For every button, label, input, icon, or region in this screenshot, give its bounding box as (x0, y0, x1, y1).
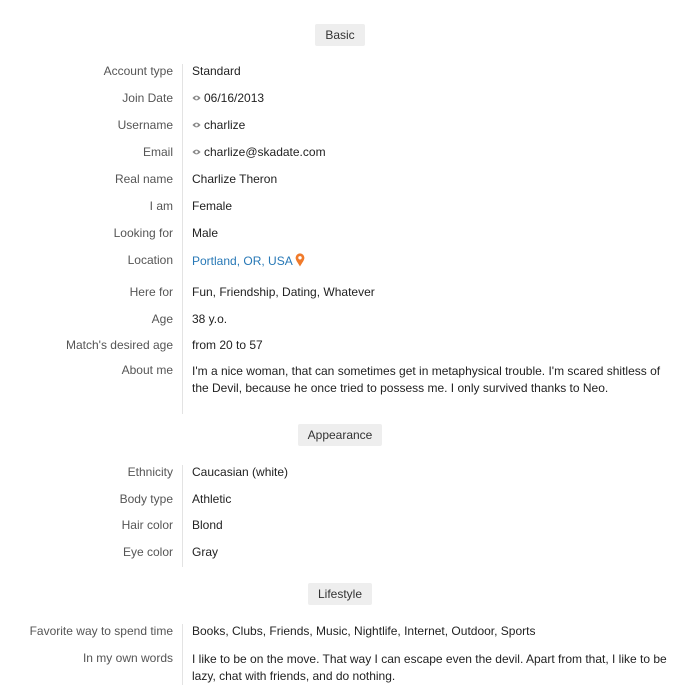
field-row-looking-for (0, 226, 680, 253)
location-link[interactable]: Portland, OR, USA (192, 254, 293, 268)
section-header-lifestyle (0, 567, 680, 605)
field-row-here-for (0, 285, 680, 312)
field-row-favorite-way (0, 624, 680, 651)
field-value-real-name: Charlize Theron (192, 172, 278, 186)
field-row-username (0, 118, 680, 145)
field-value-eye-color: Gray (192, 545, 219, 559)
field-row-location (0, 253, 680, 285)
field-label: Username (0, 118, 183, 145)
field-label: Here for (0, 285, 183, 312)
appearance-fields (0, 465, 680, 567)
field-label: Looking for (0, 226, 183, 253)
field-label: Location (0, 253, 183, 285)
field-label: Body type (0, 492, 183, 518)
section-header-basic (0, 0, 680, 46)
field-value-looking-for: Male (192, 226, 219, 240)
field-value-username: charlize (204, 118, 246, 132)
field-row-about-me (0, 363, 680, 414)
field-value-here-for: Fun, Friendship, Dating, Whatever (192, 285, 375, 299)
section-header-appearance (0, 414, 680, 446)
field-value-desired-age: from 20 to 57 (192, 338, 263, 352)
field-value-account-type: Standard (192, 64, 241, 78)
field-row-email (0, 145, 680, 172)
field-label: Hair color (0, 518, 183, 545)
eye-icon (192, 148, 201, 156)
field-row-hair-color (0, 518, 680, 545)
field-value-join-date: 06/16/2013 (204, 91, 265, 105)
field-value-own-words: I like to be on the move. That way I can escape even the devil. Apart from that, I like to be lazy, chat with friends, and do nothing. (192, 652, 667, 683)
field-value-favorite-way: Books, Clubs, Friends, Music, Nightlife, Internet, Outdoor, Sports (192, 624, 536, 638)
field-label: Account type (0, 64, 183, 91)
field-row-eye-color (0, 545, 680, 567)
lifestyle-fields (0, 624, 680, 685)
field-row-join-date (0, 91, 680, 118)
eye-icon (192, 94, 201, 102)
field-label: Match's desired age (0, 338, 183, 363)
field-value-about-me: I'm a nice woman, that can sometimes get in metaphysical trouble. I'm scared shitless of the Devil, because he once tried to possess me. I only survived thanks to Neo. (192, 364, 661, 395)
field-row-account-type (0, 64, 680, 91)
basic-fields (0, 64, 680, 414)
eye-icon (192, 121, 201, 129)
field-label: Favorite way to spend time (0, 624, 183, 651)
field-row-desired-age (0, 338, 680, 363)
field-value-email: charlize@skadate.com (204, 145, 326, 159)
field-label: In my own words (0, 651, 183, 685)
field-row-real-name (0, 172, 680, 199)
field-label: Age (0, 312, 183, 338)
field-value-hair-color: Blond (192, 518, 223, 532)
field-row-age (0, 312, 680, 338)
field-row-i-am (0, 199, 680, 226)
field-label: Real name (0, 172, 183, 199)
field-value-body-type: Athletic (192, 492, 232, 506)
field-row-ethnicity (0, 465, 680, 492)
map-pin-icon[interactable] (295, 253, 305, 267)
field-value-age: 38 y.o. (192, 312, 228, 326)
field-value-ethnicity: Caucasian (white) (192, 465, 289, 479)
section-title-basic: Basic (315, 24, 364, 46)
field-label: Ethnicity (0, 465, 183, 492)
field-label: About me (0, 363, 183, 414)
section-title-lifestyle: Lifestyle (308, 583, 372, 605)
field-label: I am (0, 199, 183, 226)
field-label: Join Date (0, 91, 183, 118)
field-label: Eye color (0, 545, 183, 567)
field-label: Email (0, 145, 183, 172)
section-title-appearance: Appearance (298, 424, 383, 446)
field-row-own-words (0, 651, 680, 685)
field-value-i-am: Female (192, 199, 233, 213)
field-row-body-type (0, 492, 680, 518)
